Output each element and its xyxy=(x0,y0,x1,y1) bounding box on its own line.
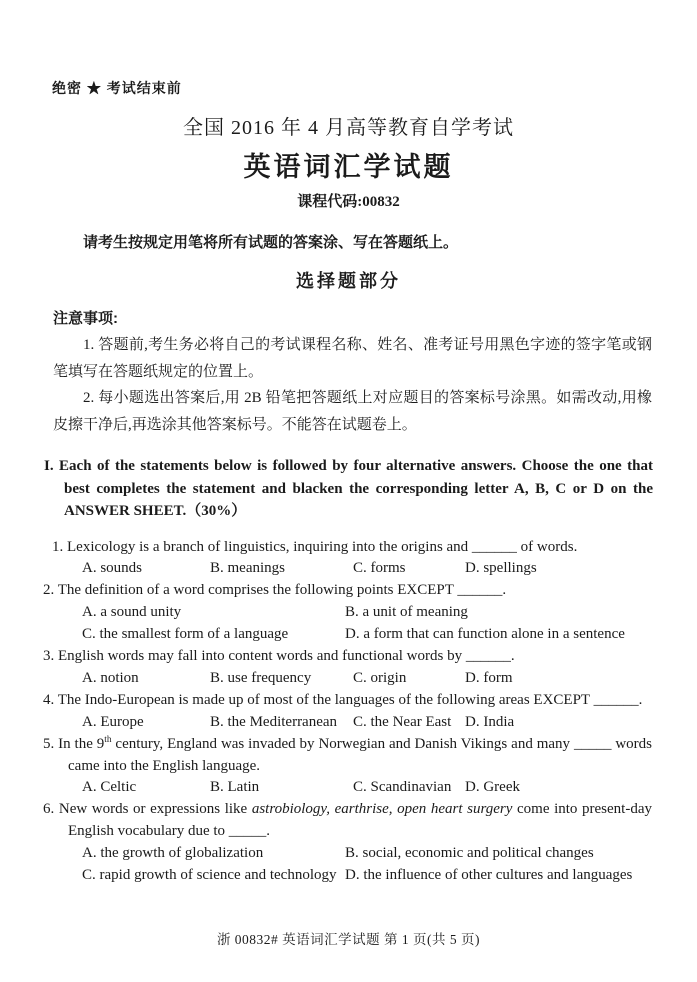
option: C. Scandinavian xyxy=(353,779,452,796)
question-stem: 4. The Indo-European is made up of most of the languages of the following areas EXCEPT ______. xyxy=(43,691,643,708)
options-row xyxy=(43,668,652,690)
option: B. Latin xyxy=(210,779,260,796)
option: A. Europe xyxy=(82,713,144,730)
options-row xyxy=(43,843,652,865)
question-2 xyxy=(43,580,652,646)
question-5 xyxy=(43,734,652,800)
exam-title: 英语词汇学试题 xyxy=(243,152,454,182)
question-3 xyxy=(43,646,652,690)
option: C. the Near East xyxy=(353,713,452,730)
option: A. Celtic xyxy=(82,779,137,796)
question-stem: 3. English words may fall into content words and functional words by ______. xyxy=(43,648,515,665)
exam-session-title: 全国 2016 年 4 月高等教育自学考试 xyxy=(183,117,514,139)
notes-label: 注意事项: xyxy=(53,310,118,327)
question-6 xyxy=(43,799,652,887)
note-item: 2. 每小题选出答案后,用 2B 铅笔把答题纸上对应题目的答案标号涂黑。如需改动,用橡皮擦干净后,再选涂其他答案标号。不能答在试题卷上。 xyxy=(53,390,652,433)
course-code: 课程代码:00832 xyxy=(297,194,400,210)
option: A. notion xyxy=(82,669,139,686)
option: A. the growth of globalization xyxy=(82,845,264,862)
question-stem: 2. The definition of a word comprises the following points EXCEPT ______. xyxy=(43,582,507,599)
options-row xyxy=(43,865,652,887)
options-row xyxy=(43,558,652,580)
option: B. meanings xyxy=(210,560,285,577)
option: D. a form that can function alone in a sentence xyxy=(345,626,625,643)
option: C. origin xyxy=(353,669,407,686)
question-stem: 6. New words or expressions like astrobiology, earthrise, open heart surgery come into present-day English vocabulary due to _____. xyxy=(43,801,653,840)
option: D. India xyxy=(465,713,515,730)
option: A. a sound unity xyxy=(82,604,182,621)
options-row xyxy=(43,624,652,646)
option: C. forms xyxy=(353,560,406,577)
option: A. sounds xyxy=(82,560,143,577)
classification-banner: 绝密 ★ 考试结束前 xyxy=(52,80,182,96)
option: D. Greek xyxy=(465,779,520,796)
question-1 xyxy=(43,537,652,581)
option: B. the Mediterranean xyxy=(210,713,338,730)
option: B. social, economic and political changes xyxy=(345,845,594,862)
option: C. the smallest form of a language xyxy=(82,626,289,643)
options-row xyxy=(43,777,652,799)
answer-sheet-notice: 请考生按规定用笔将所有试题的答案涂、写在答题纸上。 xyxy=(83,234,459,251)
option: D. form xyxy=(465,669,513,686)
option: D. spellings xyxy=(465,560,537,577)
option: B. a unit of meaning xyxy=(345,604,468,621)
option: C. rapid growth of science and technology xyxy=(82,867,337,884)
option: B. use frequency xyxy=(210,669,312,686)
section-title: 选择题部分 xyxy=(296,271,401,291)
options-row xyxy=(43,712,652,734)
page-footer: 浙 00832# 英语词汇学试题 第 1 页(共 5 页) xyxy=(216,932,481,947)
exam-notes xyxy=(53,332,652,438)
part1-heading: I. Each of the statements below is followed by four alternative answers. Choose the one that best completes the statement and blacken the corresponding letter A, B, C or D on the ANSWER SHEET.（30%） xyxy=(44,458,653,519)
question-4 xyxy=(43,690,652,734)
question-stem: 5. In the 9th century, England was invaded by Norwegian and Danish Vikings and many _____ words came into the English language. xyxy=(43,734,652,774)
option: D. the influence of other cultures and languages xyxy=(345,867,633,884)
note-item: 1. 答题前,考生务必将自己的考试课程名称、姓名、准考证号用黑色字迹的签字笔或钢笔填写在答题纸规定的位置上。 xyxy=(53,337,652,380)
options-row xyxy=(43,602,652,624)
question-stem: 1. Lexicology is a branch of linguistics, inquiring into the origins and ______ of words. xyxy=(52,538,578,555)
questions xyxy=(43,537,652,888)
